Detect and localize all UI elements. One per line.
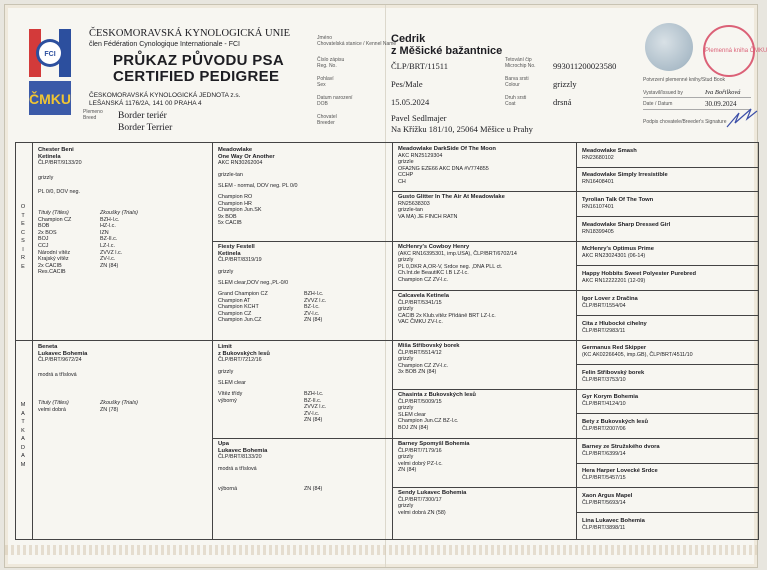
divider: [212, 438, 392, 439]
coat-label-en: Coat: [505, 100, 516, 107]
ancestor-cell: Meadowlake Sharp Dressed Girl RN18399405: [582, 222, 671, 235]
breeder-label-en: Breeder: [317, 119, 335, 126]
divider: [392, 438, 576, 439]
ancestor-cell: Cita z Hlubocké cihelny ČLP/BRT/2983/11: [582, 321, 647, 334]
ancestor-cell: Tyrolian Talk Of The Town RN16107401: [582, 197, 654, 210]
microchip-number: 993011200023580: [553, 61, 617, 71]
breeder-label-cz: Chovatel: [317, 114, 337, 120]
breed-label: [83, 110, 103, 121]
dam-titles-block: Tituly (Titles) velmi dobrá Zkoušky (Trials) ZN (78): [38, 400, 138, 413]
chip-label: [505, 58, 536, 69]
ancestor-cell: Chasinta z Bukovských lesů ČLP/BRT/5009/15 grizzly SLEM clear Champion Jun.CZ BZ-l.c. BOJ ZN (84): [398, 392, 476, 431]
colour-value: grizzly: [553, 79, 577, 89]
colour-label: [505, 77, 529, 88]
pedigree-document: [4, 4, 767, 568]
ancestor-cell: McHenry's Optimus Prime AKC RN23024301 (06-14): [582, 246, 654, 259]
ancestor-cell: Meadowlake Simply Irresistible RN16408401: [582, 172, 668, 185]
divider: [576, 143, 577, 539]
dam-side-label: M A T K A D A M: [20, 402, 26, 468]
coat-label: [505, 96, 526, 107]
reg-label: [317, 58, 344, 69]
name-label: [317, 36, 396, 47]
ancestor-cell: Igor Lover z Dračina ČLP/BRT/1554/04: [582, 296, 638, 309]
dob-label-en: DOB: [317, 100, 328, 107]
divider: [576, 167, 758, 168]
sire-titles-label: Tituly (Titles): [38, 209, 69, 216]
coat-label-cz: Druh srsti: [505, 95, 527, 101]
divider: [392, 487, 576, 488]
divider: [576, 241, 758, 242]
ancestor-cell: Gyr Korym Bohemia ČLP/BRT/4124/10: [582, 394, 639, 407]
sex-label-en: Sex: [317, 81, 326, 88]
document-title-cz: PRŮKAZ PŮVODU PSA: [113, 52, 284, 69]
issue-date: 30.09.2024: [705, 100, 737, 108]
breeder-address: Na Křížku 181/10, 25064 Měšice u Prahy: [391, 124, 533, 134]
divider: [576, 438, 758, 439]
pedigree-table: [15, 142, 759, 540]
divider: [392, 389, 576, 390]
dog-name: Cedrik: [391, 33, 426, 45]
ancestor-cell: Xaon Argus Mapel ČLP/BRT/5693/14: [582, 493, 633, 506]
divider: [212, 143, 213, 539]
hologram-seal: [645, 23, 693, 71]
ancestor-cell: Barney ze Stružského dvora ČLP/BRT/6399/14: [582, 444, 660, 457]
dog-kennel: z Měšické bažantnice: [391, 45, 503, 57]
sire-kennel: Ketinela: [38, 153, 61, 160]
dam-cell: [38, 344, 208, 534]
date-label: Date / Datum: [643, 101, 673, 107]
sex-label-cz: Pohlaví: [317, 76, 334, 82]
issuer-address-line2: LEŠANSKÁ 1176/2A, 141 00 PRAHA 4: [89, 100, 202, 107]
cmku-logo: [29, 29, 71, 117]
coat-value: drsná: [553, 97, 572, 107]
dam-kennel: Lukavec Bohemia: [38, 350, 88, 357]
breeder-name: Pavel Sedlmajer: [391, 113, 447, 123]
document-title-en: CERTIFIED PEDIGREE: [113, 68, 280, 85]
perforation-edge: [5, 545, 757, 555]
ancestor-cell: Germanus Red Skipper (KC AK02266405, imp.GB), ČLP/BRT/4511/10: [582, 345, 693, 358]
divider: [576, 512, 758, 513]
sire-cell: [38, 147, 208, 337]
reg-number: ČLP/BRT/11511: [391, 61, 448, 71]
breeder-label: [317, 115, 337, 126]
divider: [392, 143, 393, 539]
sire-name: Chester Beni: [38, 147, 74, 153]
ancestor-cell: Fiesty Festell Ketinela ČLP/BRT/8319/19 grizzly SLEM clear,DOV neg.,PL-0/0 Grand Champion CZ Champion AT Champion KCHT Champion CZ Champion Jun.CZ BZH-l.c. ZVVZ l.c. BZ-l.c. ZV-l.c. ZN (84): [218, 244, 327, 324]
studbook-stamp: Plemenná kniha ČMKU: [703, 25, 755, 77]
breed-en: Border Terrier: [118, 123, 173, 133]
ancestor-cell: Calcavela Ketinela ČLP/BRT/5341/15 grizzly CACIB 2x Klub.vítěz Přídáně BRT LZ-l.c. VAC ČMKU ZV-l.c.: [398, 293, 496, 326]
divider: [576, 290, 758, 291]
ancestor-cell: Barney Spomyšl Bohemia ČLP/BRT/7179/16 grizzly velmi dobrý PZ-l.c. ZN (84): [398, 441, 470, 474]
issued-by-rule: [643, 97, 751, 98]
org-title: ČESKOMORAVSKÁ KYNOLOGICKÁ UNIE: [89, 28, 291, 39]
dob-label-cz: Datum narození: [317, 95, 353, 101]
svg-text:FCI: FCI: [44, 51, 56, 58]
sire-titles-block: Tituly (Titles) Champion CZ BOB 2x BOS BOJ CCJ Národní vítěz Krajský vítěz 2x CACIB Res.CACIB Zkoušky (Trials) BZH-l.c. HZ-l.c. IZN BZ-II.c. LZ-l.c. ZVVZ l.c. ZV-l.c. ZN (84): [38, 209, 138, 276]
issuer-name: Iva Bořilková: [705, 89, 741, 96]
dam-titles-label: Tituly (Titles): [38, 400, 69, 407]
ancestor-cell: Meadowlake Smash RN23680102: [582, 148, 637, 161]
chip-label-cz: Tetování čip: [505, 57, 532, 63]
chip-label-en: Microchip No.: [505, 62, 536, 69]
dam-reg: ČLP/BRT/9672/24: [38, 357, 82, 364]
name-label-en: Chovatelská stanice / Kennel Name: [317, 40, 397, 47]
dam-exams-label: Zkoušky (Trials): [100, 400, 138, 407]
ancestor-cell: Meadowlake DarkSide Of The Moon AKC RN25129304 grizzle OFA2NG EZE66 AKC DNA #V774855 CCHP CH: [398, 146, 496, 185]
divider: [576, 265, 758, 266]
divider: [16, 340, 758, 341]
ancestor-cell: Miša Střibovský borek ČLP/BRT/5514/12 grizzly Champion CZ ZV-l.c. 3x BOB ZN (84): [398, 343, 460, 376]
ancestor-cell: Sendy Lukavec Bohemia ČLP/BRT/7300/17 grizzly velmi dobrá ZN (58): [398, 490, 467, 516]
sex-label: [317, 77, 334, 88]
breed-cz: Border teriér: [118, 111, 167, 121]
ancestor-cell: Upa Lukavec Bohemia ČLP/BRT/8133/20 modrá a tříslová výborná ZN (84): [218, 441, 323, 493]
divider: [576, 191, 758, 192]
ancestor-cell: Gusto Glitter In The Air At Meadowlake RN25638303 grizzle-tan VA MA) JE FINCH RATN: [398, 194, 505, 220]
ancestor-cell: Meadowlake One Way Or Another AKC RN30262004 grizzle-tan SLEM - normal, DOV neg. PL 0/0 Champion RO Champion HR Champion Jun.SK 9x BOB 5x CACIB: [218, 147, 298, 227]
reg-label-cz: Číslo zápisu: [317, 57, 345, 63]
divider: [32, 143, 33, 539]
ancestor-cell: McHenry's Cowboy Henry (AKC RN16395301, imp.USA), ČLP/BRT/6702/14 grizzly PL 0,DKR A,OR-V, Srdce neg. ,DNA PLL ct. Ch.Int.de BeautiKC I.B LZ-l.c. Champion CZ ZV-l.c.: [398, 244, 517, 283]
studbook-label: Potvrzení plemenné knihy/Stud Book: [643, 77, 725, 83]
signature-mark: [725, 105, 759, 131]
divider: [212, 241, 392, 242]
dob-label: [317, 96, 353, 107]
sex-value: Pes/Male: [391, 79, 423, 89]
sire-exams-label: Zkoušky (Trials): [100, 209, 138, 216]
svg-text:ČMKU: ČMKU: [29, 91, 71, 107]
org-subtitle: člen Fédération Cynologique Internationale - FCI: [89, 41, 240, 48]
ancestor-cell: Lina Lukavec Bohemia ČLP/BRT/3898/11: [582, 518, 645, 531]
sire-side-label: O T E C S I R E: [20, 204, 26, 270]
ancestor-cell: Limit z Bukovských lesů ČLP/BRT/7212/16 grizzly SLEM clear Vítěz třídy výborný BZH-l.c. BZ-II.c. ZVVZ l.c. ZV-l.c. ZN (84): [218, 344, 327, 424]
colour-label-cz: Barva srsti: [505, 76, 529, 82]
issued-by-label: Vystavil/Issued by: [643, 90, 683, 96]
sire-colour: grizzly: [38, 174, 54, 181]
issuer-address-line1: ČESKOMORAVSKÁ KYNOLOGICKÁ JEDNOTA z.s.: [89, 92, 241, 99]
signature-label: Podpis chovatele/Breeder's Signature: [643, 119, 727, 125]
ancestor-cell: Hera Harper Lovecké Srdce ČLP/BRT/5457/15: [582, 468, 658, 481]
dam-name: Beneta: [38, 344, 58, 350]
ancestor-cell: Felin Střibovský borek ČLP/BRT/3753/10: [582, 370, 645, 383]
dob-value: 15.05.2024: [391, 97, 430, 107]
divider: [576, 413, 758, 414]
breed-label-cz: Plemeno: [83, 109, 103, 115]
reg-label-en: Reg. No.: [317, 62, 337, 69]
divider: [576, 364, 758, 365]
divider: [576, 463, 758, 464]
breed-label-en: Breed: [83, 114, 97, 121]
colour-label-en: Colour: [505, 81, 520, 88]
sire-reg: ČLP/BRT/9133/20: [38, 160, 82, 167]
sire-health: PL 0/0, DOV neg.: [38, 189, 81, 196]
name-label-cz: Jméno: [317, 35, 333, 41]
ancestor-cell: Bety z Bukovských lesů ČLP/BRT/2007/06: [582, 419, 649, 432]
divider: [576, 487, 758, 488]
divider: [576, 389, 758, 390]
divider: [576, 216, 758, 217]
ancestor-cell: Happy Hobbits Sweet Polyester Purebred AKC RN12222201 (12-09): [582, 271, 697, 284]
dam-colour: modrá a tříslová: [38, 371, 77, 378]
divider: [392, 241, 576, 242]
divider: [576, 315, 758, 316]
divider: [392, 290, 576, 291]
divider: [392, 191, 576, 192]
